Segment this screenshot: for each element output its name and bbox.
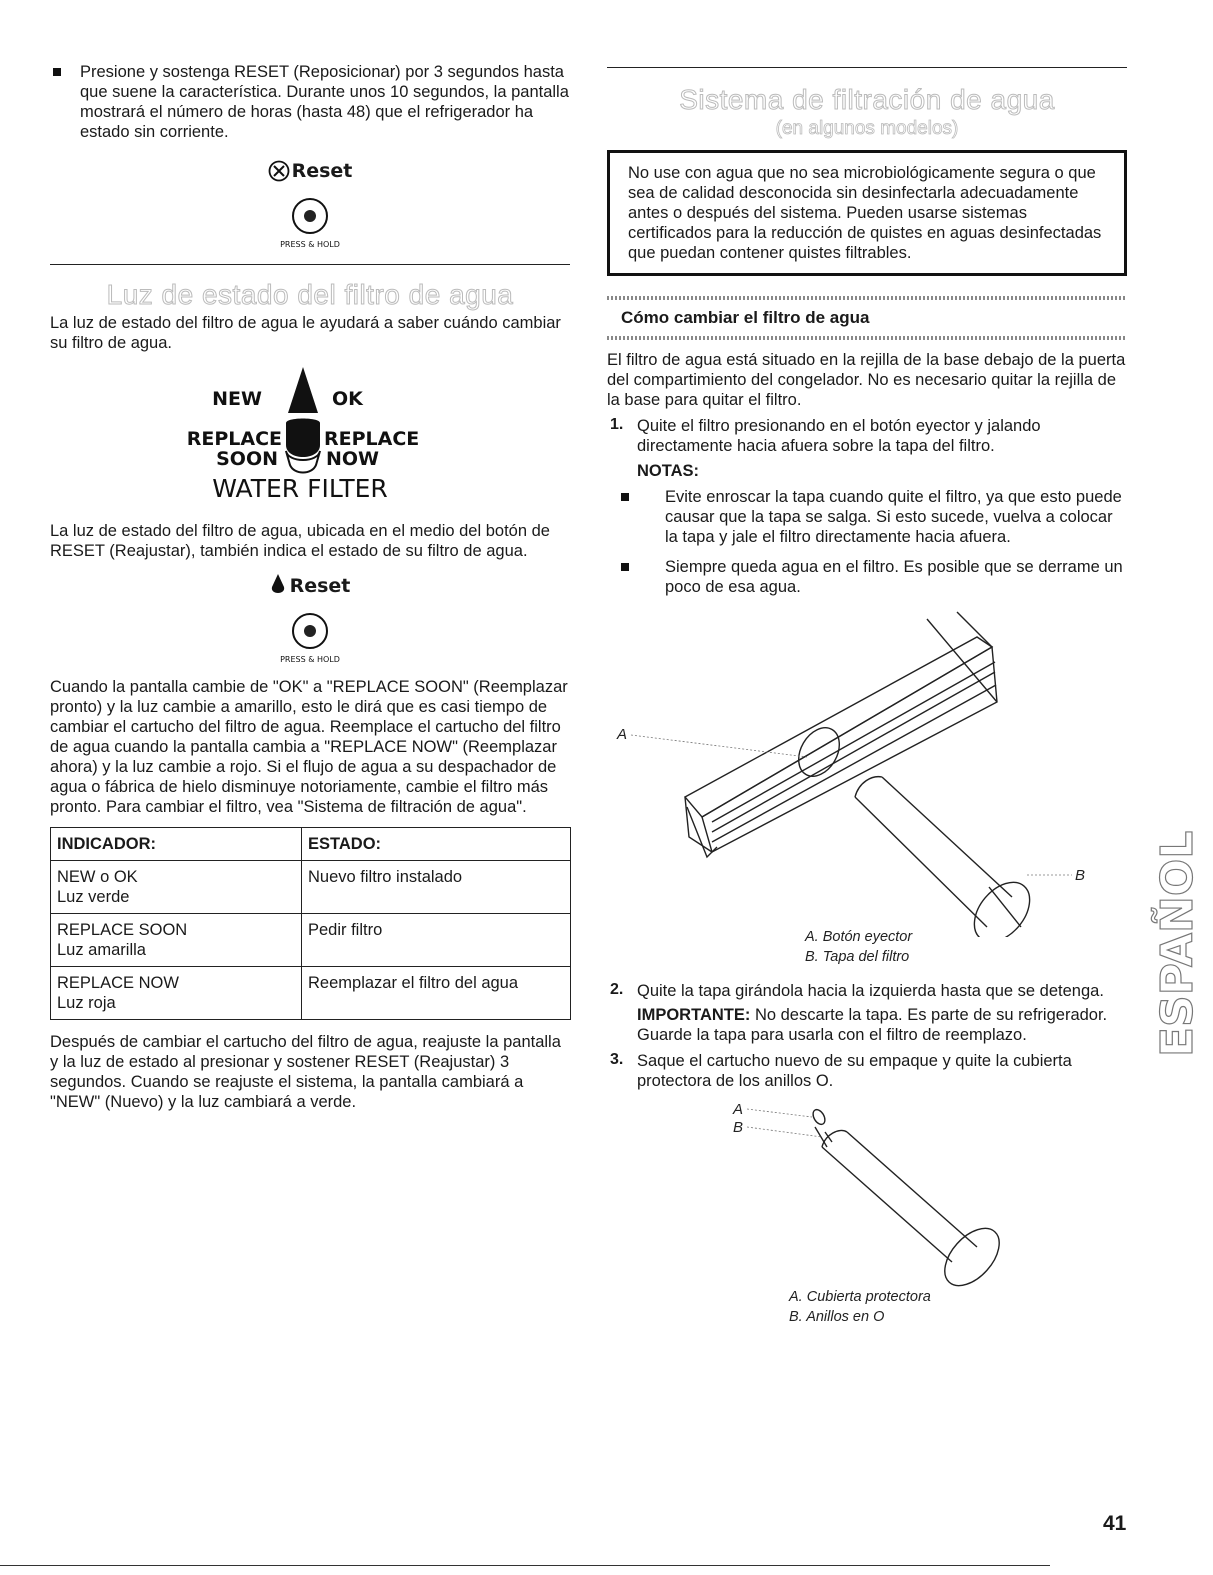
step-2-text: Quite la tapa girándola hacia la izquierda hasta que se detenga.: [637, 982, 1104, 1000]
caption-b: B. Anillos en O: [789, 1309, 885, 1325]
indicator-header: INDICADOR:: [51, 828, 302, 861]
state-cell: Pedir filtro: [302, 914, 571, 967]
table-row: [51, 967, 571, 1020]
caption-a: A. Botón eyector: [805, 929, 913, 945]
indicator-cell: REPLACE NOW Luz roja: [51, 967, 302, 1020]
indicator-table: [50, 827, 571, 1020]
step-1-number: 1.: [610, 416, 624, 433]
indicator-cell: NEW o OK Luz verde: [51, 861, 302, 914]
step-3-text: Saque el cartucho nuevo de su empaque y quite la cubierta protectora de los anillos O.: [637, 1052, 1072, 1090]
notes-label: NOTAS:: [637, 462, 700, 480]
press-hold-text-2: PRESS & HOLD: [280, 655, 340, 664]
replace-now-label-1: REPLACE: [324, 428, 420, 450]
replace-now-label-2: NOW: [326, 448, 380, 470]
label-b: B: [1075, 867, 1086, 884]
step-2-number: 2.: [610, 981, 624, 998]
label-a: A: [617, 726, 628, 743]
filter-x-icon: [268, 160, 290, 182]
howto-intro: El filtro de agua está situado en la rejilla de la base debajo de la puerta del compartimiento del congelador. No es necesario quitar la rejilla de la base para quitar el filtro.: [607, 351, 1126, 409]
replace-timing-paragraph: Cuando la pantalla cambie de "OK" a "REPLACE SOON" (Reemplazar pronto) y la luz cambie a amarillo, esto le dirá que es casi tiempo de cambiar el cartucho del filtro de agua. Reemplace el cartucho del filtro de agua cuando la pantalla cambia a "REPLACE NOW" (Reemplazar ahora) y la luz cambie a rojo. Si el flujo de agua a su despachador de agua o fábrica de hielo disminuye notoriamente, cambie el filtro más pronto. Para cambiar el filtro, vea "Sistema de filtración de agua".: [50, 678, 568, 816]
section-title-filtration: Sistema de filtración de agua: [679, 84, 1055, 115]
new-cartridge-figure: [607, 1097, 1127, 1287]
right-top-rule: [607, 67, 1127, 68]
howto-heading-block: [607, 296, 1127, 340]
water-filter-diagram: [50, 365, 570, 515]
indicator-cell: REPLACE SOON Luz amarilla: [51, 914, 302, 967]
filter-location-paragraph: La luz de estado del filtro de agua, ubicada en el medio del botón de RESET (Reajustar), también indica el estado de su filtro de agua.: [50, 522, 550, 560]
step-1: [607, 416, 1127, 456]
bullet-square-icon: [53, 68, 61, 76]
warning-box: [607, 150, 1127, 276]
section-intro-text: La luz de estado del filtro de agua le ayudará a saber cuándo cambiar su filtro de agua.: [50, 314, 561, 352]
step-3: [607, 1051, 1127, 1091]
language-side-tab: [1148, 815, 1203, 1060]
label-a: A: [733, 1101, 744, 1118]
right-column: [607, 62, 1127, 1327]
replace-soon-label-1: REPLACE: [186, 428, 282, 450]
note-1-text: Evite enroscar la tapa cuando quite el filtro, ya que esto puede causar que la tapa se salga. Si esto sucede, vuelva a colocar la tapa y jale el filtro directamente hacia afuera.: [665, 488, 1122, 546]
page-number: 41: [1103, 1512, 1127, 1535]
bottom-rule: [0, 1565, 1050, 1566]
howto-title: Cómo cambiar el filtro de agua: [621, 308, 870, 327]
water-filter-caption: WATER FILTER: [212, 474, 388, 503]
water-drop-icon: [270, 573, 286, 599]
water-filter-drop-icon: [50, 365, 570, 515]
section-subtitle: (en algunos modelos): [775, 118, 959, 139]
after-replace-paragraph: Después de cambiar el cartucho del filtro de agua, reajuste la pantalla y la luz de estado al presionar y sostener RESET (Reajustar) 3 segundos. Cuando se reajuste el sistema, la pantalla cambiará a "NEW" (Nuevo) y la luz cambiará a verde.: [50, 1033, 561, 1111]
intro-bullet-text: Presione y sostenga RESET (Reposicionar) por 3 segundos hasta que suene la característica. Durante unos 10 segundos, la pantalla mostrará el número de horas (hasta 48) que el refrigerador ha estado sin corriente.: [80, 63, 569, 141]
language-tab-graphic: [1148, 815, 1203, 1060]
caption-b: B. Tapa del filtro: [805, 949, 910, 965]
reset-button-figure-2: [50, 573, 570, 673]
press-hold-text: PRESS & HOLD: [280, 240, 340, 249]
figure-2-caption: [607, 1287, 1127, 1327]
filter-cartridge-illustration: [607, 1097, 1127, 1287]
reset-label-2: Reset: [289, 575, 351, 597]
hatch-rule-bottom: [607, 336, 1127, 340]
reset-button-icon-2: [270, 606, 350, 668]
reset-label: Reset: [291, 160, 353, 182]
replace-soon-label-2: SOON: [216, 448, 278, 470]
state-cell: Reemplazar el filtro del agua: [302, 967, 571, 1020]
label-b: B: [733, 1119, 744, 1136]
new-label: NEW: [212, 388, 262, 410]
note-2: [607, 557, 1127, 597]
caption-a: A. Cubierta protectora: [789, 1289, 931, 1305]
section-title-filter-status: Luz de estado del filtro de agua: [106, 279, 514, 310]
bullet-square-icon: [621, 493, 629, 501]
table-row: [51, 861, 571, 914]
left-column: [50, 62, 570, 1112]
reset-button-icon: [270, 191, 350, 253]
state-header: ESTADO:: [302, 828, 571, 861]
step-1-text: Quite el filtro presionando en el botón eyector y jalando directamente hacia afuera sobre la tapa del filtro.: [637, 417, 1041, 455]
step-3-number: 3.: [610, 1051, 624, 1068]
ok-label: OK: [332, 388, 363, 410]
bullet-square-icon: [621, 563, 629, 571]
state-cell: Nuevo filtro instalado: [302, 861, 571, 914]
note-2-text: Siempre queda agua en el filtro. Es posible que se derrame un poco de esa agua.: [665, 558, 1123, 596]
note-1: [607, 487, 1127, 547]
reset-button-figure-1: [50, 160, 570, 258]
base-grille-illustration: [607, 607, 1127, 937]
language-tab-text: ESPAÑOL: [1152, 830, 1203, 1057]
warning-text: No use con agua que no sea microbiológicamente segura o que sea de calidad desconocida sin desinfectarla adecuadamente antes o después del sistema. Pueden usarse sistemas certificados para la reducción de quistes en aguas desinfectadas que puedan contener quistes filtrables.: [628, 164, 1102, 262]
table-header-row: [51, 828, 571, 861]
section-divider: [50, 264, 570, 265]
intro-bullet: [50, 62, 570, 142]
table-row: [51, 914, 571, 967]
step-2: [607, 981, 1127, 1045]
important-note: IMPORTANTE: No descarte la tapa. Es parte de su refrigerador. Guarde la tapa para usarla con el filtro de reemplazo.: [637, 1006, 1108, 1044]
filter-removal-figure: [607, 607, 1127, 937]
